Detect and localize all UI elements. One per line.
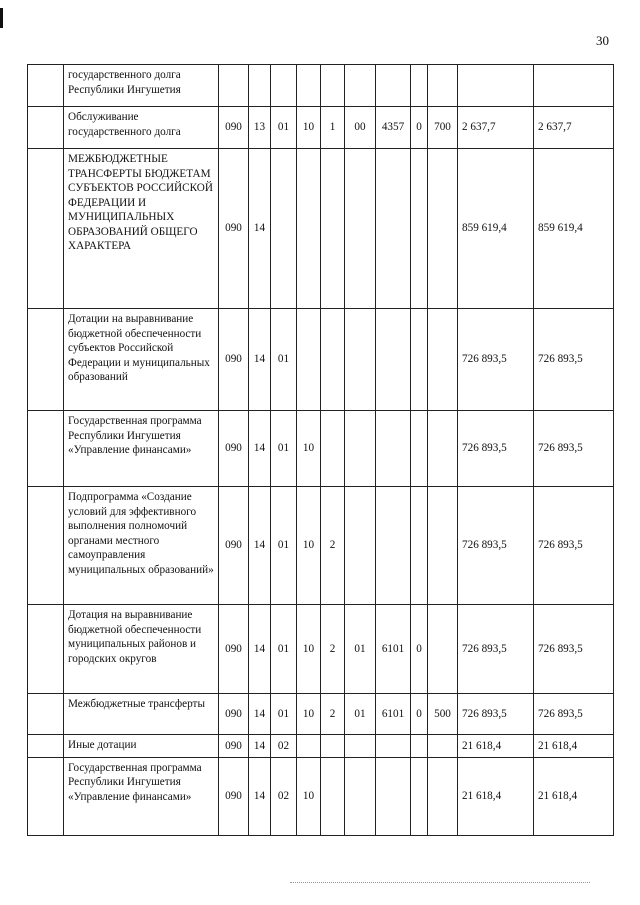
cell-p5: 0 (411, 694, 428, 735)
cell-name: Государственная программа Республики Ингушетия «Управление финансами» (64, 411, 219, 487)
cell-pr (271, 149, 297, 309)
cell-p1: 10 (297, 107, 321, 149)
cell-sum2: 21 618,4 (534, 735, 614, 758)
cell-p1 (297, 735, 321, 758)
row-number-cell (28, 605, 64, 694)
cell-p5 (411, 487, 428, 605)
cell-p2 (321, 757, 345, 835)
cell-p2 (321, 309, 345, 411)
table-row (28, 487, 614, 605)
cell-p1 (297, 309, 321, 411)
row-number-cell (28, 487, 64, 605)
cell-p4 (376, 309, 411, 411)
cell-pr: 01 (271, 487, 297, 605)
cell-p2 (321, 149, 345, 309)
cell-pr: 01 (271, 107, 297, 149)
cell-name: Иные дотации (64, 735, 219, 758)
cell-p4: 4357 (376, 107, 411, 149)
cell-sum2: 726 893,5 (534, 694, 614, 735)
table-row (28, 694, 614, 735)
cell-p2: 2 (321, 694, 345, 735)
budget-table (27, 64, 614, 836)
page-number: 30 (596, 33, 609, 48)
cell-ved: 090 (219, 107, 249, 149)
cell-sum2: 21 618,4 (534, 757, 614, 835)
cell-rz: 14 (249, 694, 271, 735)
table-row (28, 309, 614, 411)
cell-name: МЕЖБЮДЖЕТНЫЕ ТРАНСФЕРТЫ БЮДЖЕТАМ СУБЪЕКТОВ РОССИЙСКОЙ ФЕДЕРАЦИИ И МУНИЦИПАЛЬНЫХ ОБРАЗОВАНИЙ ОБЩЕГО ХАРАКТЕРА (64, 149, 219, 309)
cell-p2: 2 (321, 605, 345, 694)
cell-p4 (376, 411, 411, 487)
cell-name: Дотации на выравнивание бюджетной обеспеченности субъектов Российской Федерации и муниципальных образований (64, 309, 219, 411)
row-number-cell (28, 757, 64, 835)
cell-p4: 6101 (376, 694, 411, 735)
cell-p1: 10 (297, 411, 321, 487)
cell-p1: 10 (297, 605, 321, 694)
cell-rz: 14 (249, 735, 271, 758)
cell-sum1: 726 893,5 (458, 487, 534, 605)
cell-p3 (345, 309, 376, 411)
cell-ved: 090 (219, 735, 249, 758)
row-number-cell (28, 149, 64, 309)
cell-vr (428, 757, 458, 835)
cell-p2: 1 (321, 107, 345, 149)
cell-sum1: 726 893,5 (458, 605, 534, 694)
cell-sum1: 726 893,5 (458, 411, 534, 487)
cell-rz: 14 (249, 411, 271, 487)
cell-p3 (345, 757, 376, 835)
cell-p5 (411, 735, 428, 758)
row-number-cell (28, 65, 64, 107)
cell-vr (428, 309, 458, 411)
cell-sum1: 726 893,5 (458, 694, 534, 735)
cell-sum2: 726 893,5 (534, 411, 614, 487)
cell-name: Государственная программа Республики Ингушетия «Управление финансами» (64, 757, 219, 835)
cell-sum1 (458, 65, 534, 107)
cell-p2 (321, 411, 345, 487)
cell-p5: 0 (411, 107, 428, 149)
cell-ved: 090 (219, 487, 249, 605)
cell-p1 (297, 149, 321, 309)
cell-pr (271, 65, 297, 107)
cell-ved: 090 (219, 149, 249, 309)
cell-p5 (411, 65, 428, 107)
table-row (28, 411, 614, 487)
scan-edge-mark (0, 8, 3, 28)
cell-p4: 6101 (376, 605, 411, 694)
cell-p1: 10 (297, 487, 321, 605)
cell-p4 (376, 487, 411, 605)
cell-p3 (345, 149, 376, 309)
table-row (28, 735, 614, 758)
cell-rz: 14 (249, 605, 271, 694)
cell-rz: 14 (249, 757, 271, 835)
row-number-cell (28, 735, 64, 758)
row-number-cell (28, 309, 64, 411)
cell-sum1: 726 893,5 (458, 309, 534, 411)
cell-sum2: 2 637,7 (534, 107, 614, 149)
table-row (28, 149, 614, 309)
cell-rz: 14 (249, 149, 271, 309)
cell-sum1: 21 618,4 (458, 757, 534, 835)
cell-p2 (321, 735, 345, 758)
cell-name: Подпрограмма «Создание условий для эффективного выполнения полномочий органами местного самоуправления муниципальных образований» (64, 487, 219, 605)
cell-pr: 02 (271, 735, 297, 758)
cell-vr: 700 (428, 107, 458, 149)
cell-pr: 01 (271, 411, 297, 487)
cell-p3 (345, 411, 376, 487)
cell-p3: 01 (345, 605, 376, 694)
cell-p4 (376, 65, 411, 107)
cell-name: Дотация на выравнивание бюджетной обеспеченности муниципальных районов и городских округов (64, 605, 219, 694)
cell-ved: 090 (219, 605, 249, 694)
cell-vr (428, 487, 458, 605)
table-row (28, 757, 614, 835)
cell-ved: 090 (219, 694, 249, 735)
cell-sum2 (534, 65, 614, 107)
cell-rz: 14 (249, 487, 271, 605)
cell-p3: 01 (345, 694, 376, 735)
cell-p2: 2 (321, 487, 345, 605)
cell-p1: 10 (297, 694, 321, 735)
cell-p4 (376, 757, 411, 835)
table-row (28, 107, 614, 149)
cell-p3 (345, 487, 376, 605)
cell-name: Обслуживание государственного долга (64, 107, 219, 149)
cell-rz (249, 65, 271, 107)
cell-ved (219, 65, 249, 107)
cell-name: государственного долга Республики Ингушетия (64, 65, 219, 107)
cell-p1 (297, 65, 321, 107)
cell-sum2: 726 893,5 (534, 605, 614, 694)
cell-ved: 090 (219, 309, 249, 411)
row-number-cell (28, 694, 64, 735)
row-number-cell (28, 411, 64, 487)
cell-p5: 0 (411, 605, 428, 694)
cell-p3 (345, 735, 376, 758)
cell-p2 (321, 65, 345, 107)
row-number-cell (28, 107, 64, 149)
cell-vr (428, 605, 458, 694)
cell-p3: 00 (345, 107, 376, 149)
cell-pr: 01 (271, 309, 297, 411)
cell-sum1: 21 618,4 (458, 735, 534, 758)
cell-ved: 090 (219, 757, 249, 835)
cell-rz: 13 (249, 107, 271, 149)
cell-p5 (411, 309, 428, 411)
cell-sum2: 726 893,5 (534, 487, 614, 605)
cell-sum2: 726 893,5 (534, 309, 614, 411)
cell-vr (428, 149, 458, 309)
cell-sum1: 859 619,4 (458, 149, 534, 309)
cell-vr (428, 411, 458, 487)
cell-p4 (376, 735, 411, 758)
cell-p5 (411, 149, 428, 309)
cell-sum2: 859 619,4 (534, 149, 614, 309)
cell-name: Межбюджетные трансферты (64, 694, 219, 735)
table-row (28, 65, 614, 107)
cell-p3 (345, 65, 376, 107)
cell-vr (428, 65, 458, 107)
footer-scan-line (290, 882, 590, 884)
cell-pr: 02 (271, 757, 297, 835)
cell-pr: 01 (271, 605, 297, 694)
cell-p1: 10 (297, 757, 321, 835)
cell-p4 (376, 149, 411, 309)
cell-vr (428, 735, 458, 758)
cell-vr: 500 (428, 694, 458, 735)
cell-pr: 01 (271, 694, 297, 735)
cell-sum1: 2 637,7 (458, 107, 534, 149)
cell-ved: 090 (219, 411, 249, 487)
cell-p5 (411, 757, 428, 835)
cell-rz: 14 (249, 309, 271, 411)
table-row (28, 605, 614, 694)
cell-p5 (411, 411, 428, 487)
